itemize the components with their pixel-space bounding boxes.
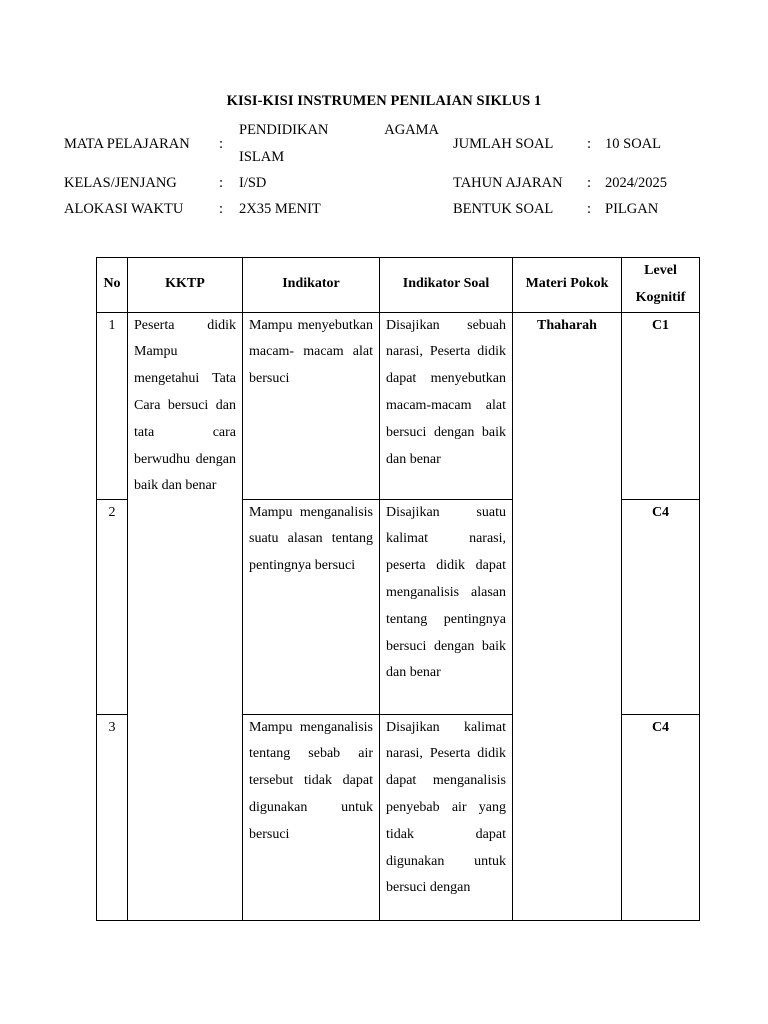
document-title: KISI-KISI INSTRUMEN PENILAIAN SIKLUS 1 [226,93,542,109]
meta-value-tahun-ajaran: 2024/2025 [605,175,668,191]
row-number: 2 [97,499,128,714]
meta-separator: : [219,201,224,217]
meta-value-kelas: I/SD [239,175,267,191]
table-header-row [97,258,700,313]
meta-value-mata-pelajaran [239,122,439,139]
table-row [97,312,700,499]
kktp-cell: Peserta didik Mampu mengetahui Tata Cara bersuci dan tata cara berwudhu dengan baik dan benar [128,312,243,920]
meta-label-jumlah-soal: JUMLAH SOAL [453,136,554,152]
header-level-line2: Kognitif [635,289,686,305]
level-kognitif-cell: C4 [622,499,700,714]
row-number: 1 [97,312,128,499]
indikator-soal-cell: Disajikan suatu kalimat narasi, peserta didik dapat menganalisis alasan tentang pentingnya bersuci dengan baik dan benar [380,499,513,714]
materi-pokok-cell: Thaharah [513,312,622,920]
indikator-cell: Mampu menganalisis tentang sebab air tersebut tidak dapat digunakan untuk bersuci [243,714,380,920]
meta-value-bentuk-soal: PILGAN [605,201,659,217]
header-no: No [97,258,128,313]
meta-label-kelas: KELAS/JENJANG [64,175,177,191]
header-indikator: Indikator [243,258,380,313]
meta-value-alokasi: 2X35 MENIT [239,201,321,217]
indikator-cell: Mampu menyebutkan macam- macam alat bersuci [243,312,380,499]
meta-value-line1a: PENDIDIKAN [239,122,329,138]
meta-separator: : [219,136,224,152]
indikator-soal-cell [380,714,513,920]
meta-separator: : [587,136,592,152]
header-level-line1: Level [644,263,677,278]
meta-value-line2: ISLAM [239,149,285,165]
header-level-kognitif [622,258,700,313]
meta-separator: : [587,201,592,217]
meta-label-mata-pelajaran: MATA PELAJARAN [64,136,190,152]
header-materi-pokok: Materi Pokok [513,258,622,313]
meta-label-bentuk-soal: BENTUK SOAL [453,201,554,217]
header-indikator-soal: Indikator Soal [380,258,513,313]
level-kognitif-cell: C4 [622,714,700,920]
meta-separator: : [219,175,224,191]
assessment-grid-table [96,257,700,921]
meta-separator: : [587,175,592,191]
meta-value-line1b: AGAMA [384,122,439,138]
meta-label-tahun-ajaran: TAHUN AJARAN [453,175,563,191]
row-number: 3 [97,714,128,920]
meta-value-jumlah-soal: 10 SOAL [605,136,661,152]
indikator-soal-cell: Disajikan sebuah narasi, Peserta didik dapat menyebutkan macam-macam alat bersuci dengan baik dan benar [380,312,513,499]
level-kognitif-cell: C1 [622,312,700,499]
header-kktp: KKTP [128,258,243,313]
indikator-soal-text: Disajikan kalimat narasi, Peserta didik dapat menganalisis penyebab air yang tidak dapat digunakan untuk bersuci dengan [386,719,506,896]
indikator-cell: Mampu menganalisis suatu alasan tentang pentingnya bersuci [243,499,380,714]
meta-label-alokasi: ALOKASI WAKTU [64,201,184,217]
